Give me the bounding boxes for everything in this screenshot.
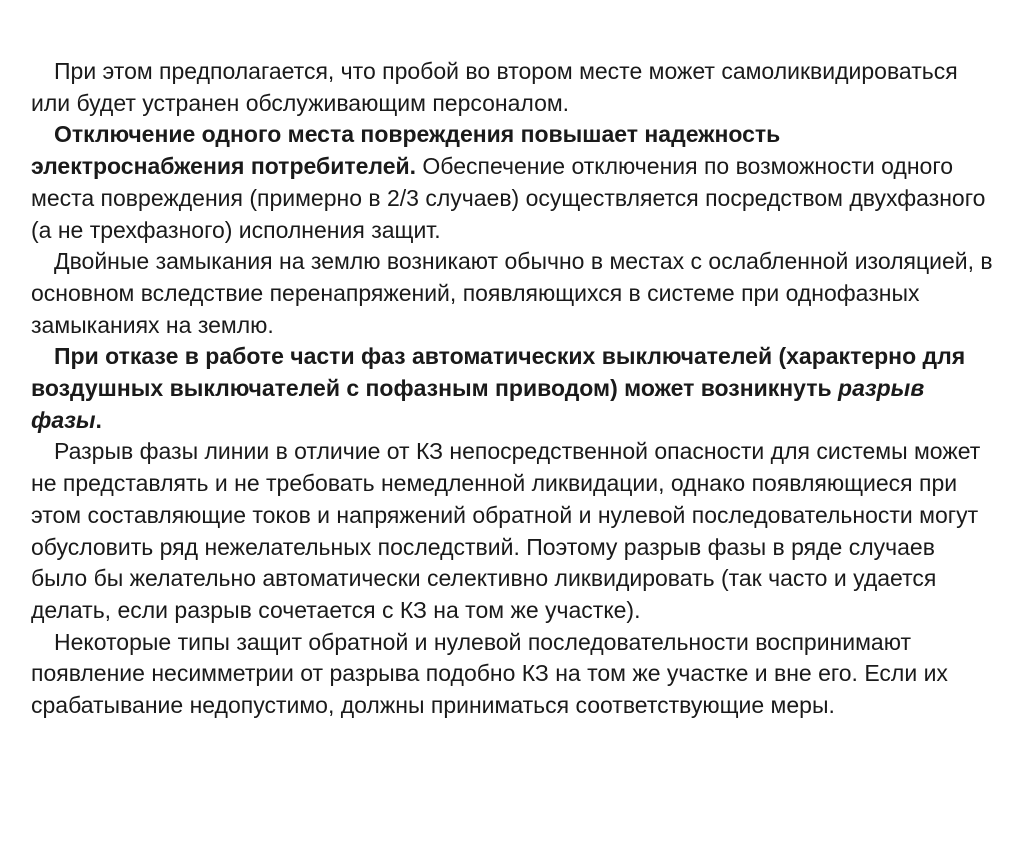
paragraph-text: Некоторые типы защит обратной и нулевой последовательности воспринимают появление несимметрии от разрыва подобно КЗ на том же участке и вне его. Если их срабатывание недопустимо, должны приниматься соответствующие меры. [31, 628, 948, 719]
phase-break-term: разрыв фазы [31, 375, 925, 433]
paragraph-text: Разрыв фазы линии в отличие от КЗ непосредственной опасности для системы может не представлять и не требовать немедленной ликвидации, однако появляющиеся при этом составляющие токов и напряжений обратной и нулевой последовательности могут обусловить ряд нежелательных последствий. Поэтому разрыв фазы в ряде случаев было бы желательно автоматически селективно ликвидировать (так часто и удается делать, если разрыв сочетается с КЗ на том же участке). [31, 438, 981, 623]
paragraph-phase-break-consequences [31, 436, 996, 626]
paragraph-double-ground-faults [31, 246, 996, 341]
paragraph-breaker-failure [31, 341, 996, 436]
paragraph-bold-end: . [95, 406, 102, 433]
slide-text-body [31, 56, 996, 722]
paragraph-text: Двойные замыкания на землю возникают обычно в местах с ослабленной изоляцией, в основном вследствие перенапряжений, появляющихся в системе при однофазных замыканиях на землю. [31, 248, 993, 338]
paragraph-text: При этом предполагается, что пробой во втором месте может самоликвидироваться или будет устранен обслуживающим персоналом. [31, 58, 958, 116]
paragraph-text: Обеспечение отключения по возможности одного места повреждения (примерно в 2/3 случаев) осуществляется посредством двухфазного (а не трехфазного) исполнения защит. [31, 153, 986, 243]
paragraph-bold-lead: При отказе в работе части фаз автоматических выключателей (характерно для воздушных выключателей с пофазным приводом) может возникнуть [31, 343, 966, 402]
paragraph-protection-types [31, 627, 996, 722]
paragraph-bold-lead: Отключение одного места повреждения повышает надежность электроснабжения потребителей. [31, 121, 781, 180]
paragraph-single-fault-disconnection [31, 119, 996, 246]
paragraph-breakdown-self-clearing [31, 56, 996, 119]
